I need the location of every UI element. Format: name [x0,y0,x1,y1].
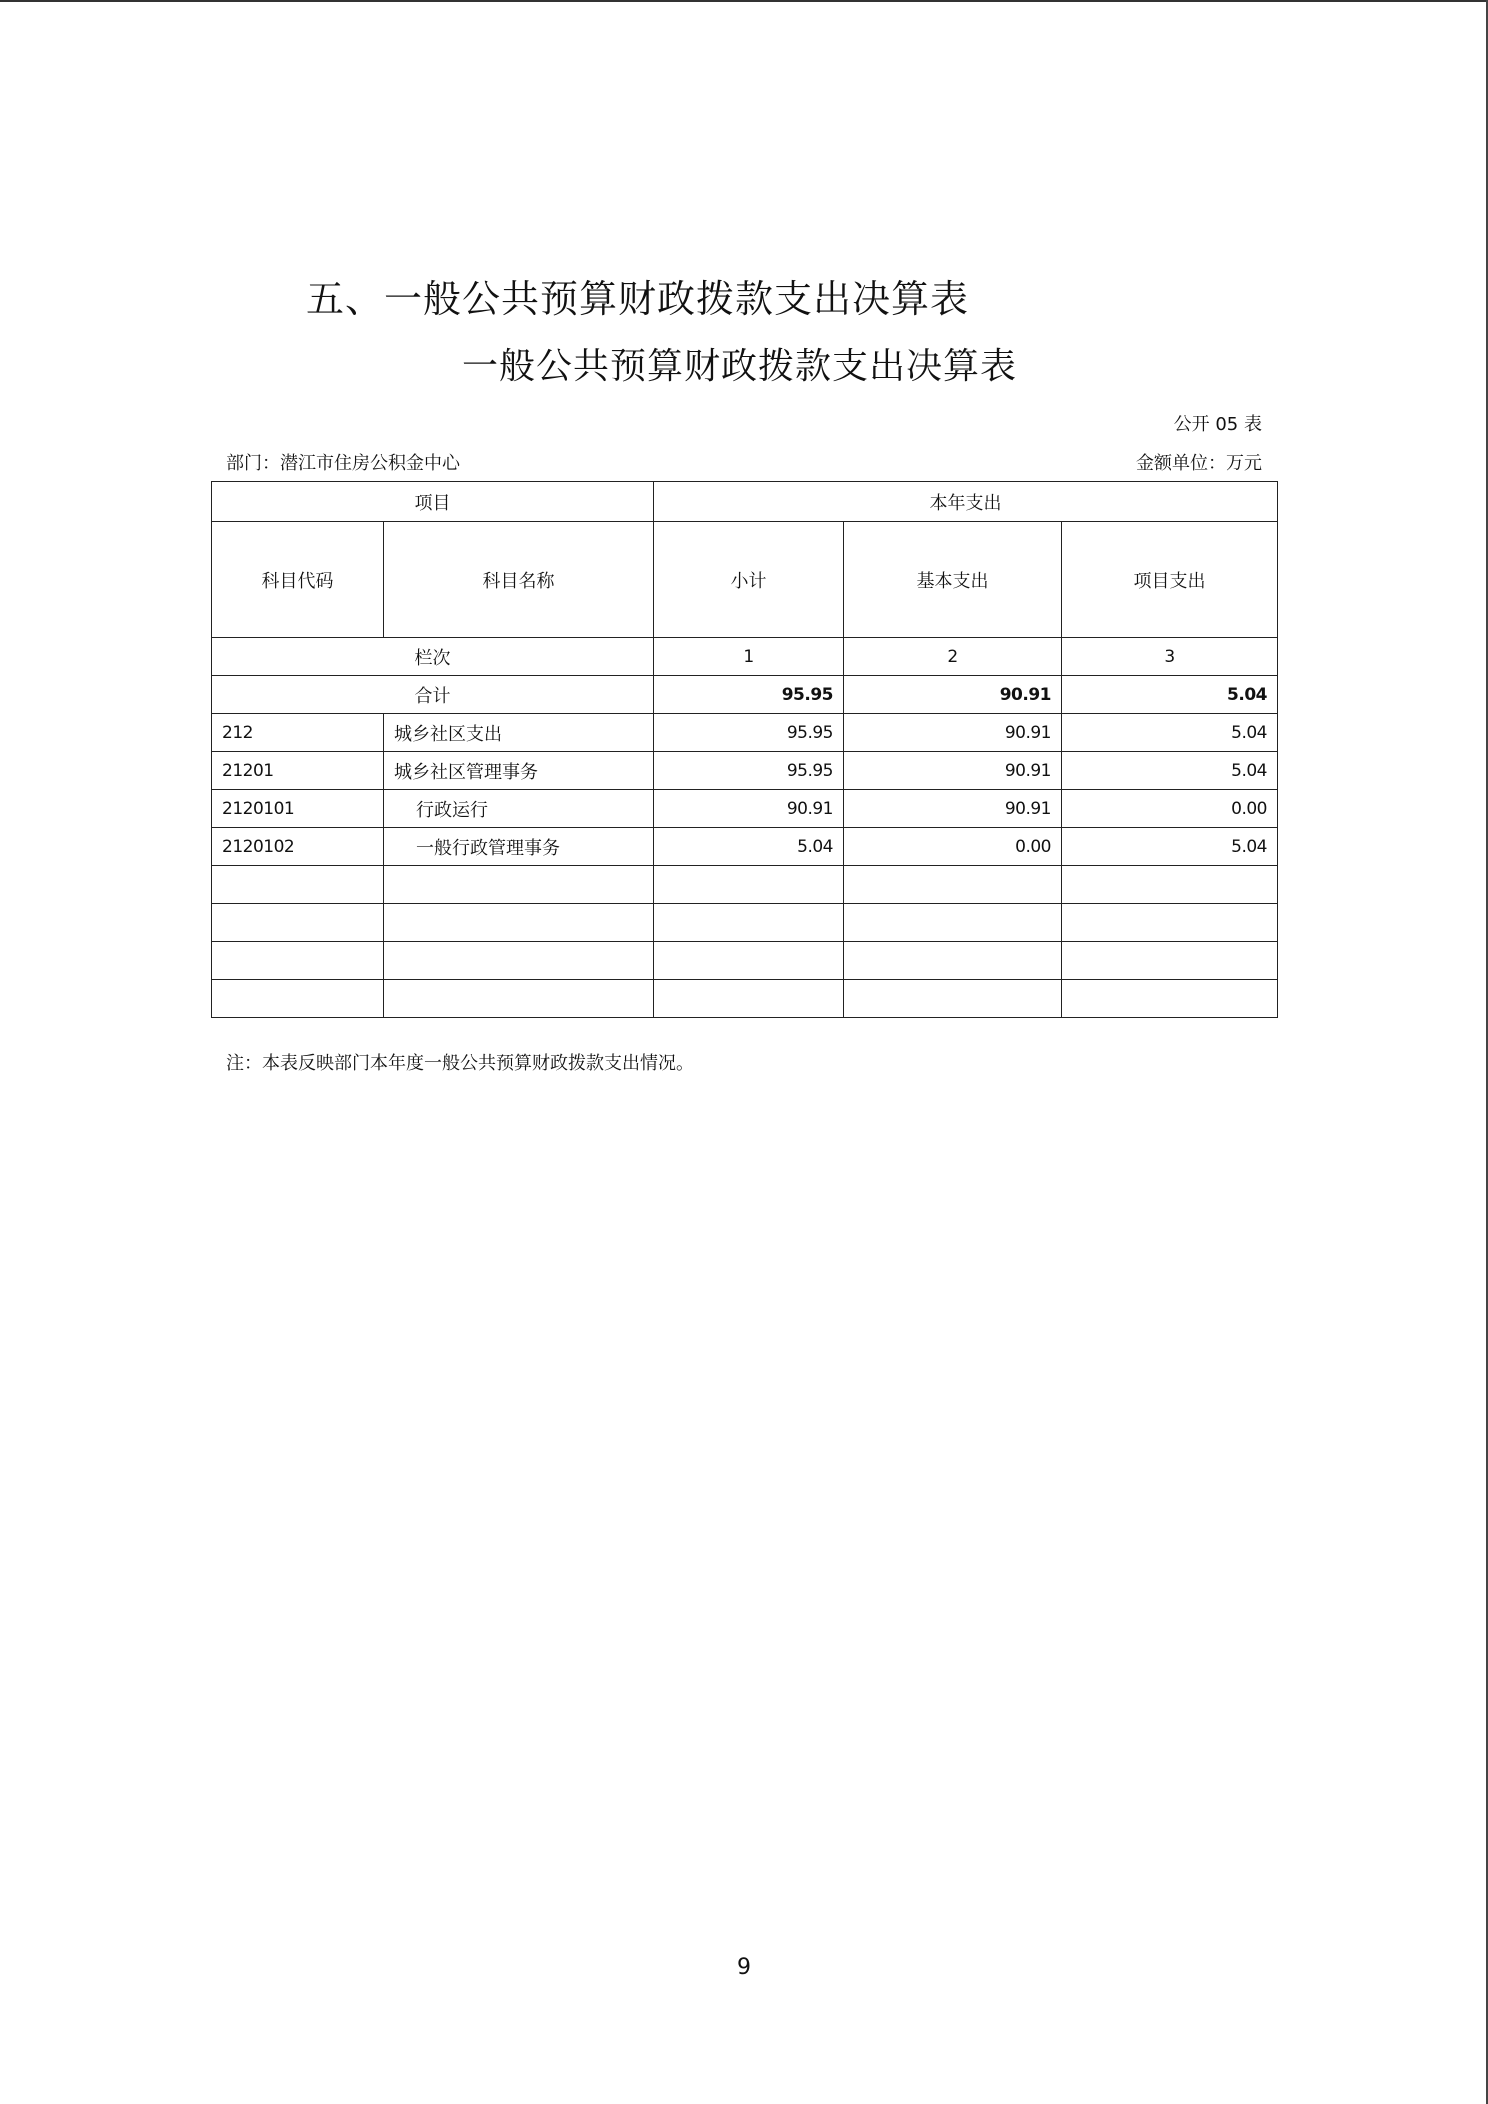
section-heading: 五、一般公共预算财政拨款支出决算表 [306,277,970,321]
table-row [212,828,1278,866]
empty-cell [212,942,384,980]
row-project: 5.04 [1062,714,1278,752]
row-name: 一般行政管理事务 [384,828,654,866]
department-label: 部门：潜江市住房公积金中心 [226,453,460,474]
table-note: 注：本表反映部门本年度一般公共预算财政拨款支出情况。 [226,1053,694,1074]
empty-cell [212,904,384,942]
row-name: 城乡社区支出 [384,714,654,752]
empty-cell [1062,866,1278,904]
header-basic: 基本支出 [844,522,1062,638]
empty-row [212,942,1278,980]
row-subtotal: 95.95 [654,752,844,790]
column-number-2: 2 [844,638,1062,676]
row-basic: 90.91 [844,752,1062,790]
empty-cell [384,980,654,1018]
empty-cell [844,980,1062,1018]
header-name: 科目名称 [384,522,654,638]
empty-row [212,904,1278,942]
row-project: 0.00 [1062,790,1278,828]
column-number-3: 3 [1062,638,1278,676]
row-basic: 0.00 [844,828,1062,866]
row-code: 212 [212,714,384,752]
empty-row [212,980,1278,1018]
empty-cell [654,980,844,1018]
total-row [212,676,1278,714]
empty-cell [1062,904,1278,942]
row-code: 2120102 [212,828,384,866]
header-project: 项目 [212,482,654,522]
empty-cell [384,942,654,980]
empty-cell [654,904,844,942]
empty-cell [212,866,384,904]
row-name: 行政运行 [384,790,654,828]
header-row-top [212,482,1278,522]
form-number-suffix: 表 [1244,414,1262,435]
total-project: 5.04 [1062,676,1278,714]
form-number-value: 05 [1215,414,1239,435]
expenditure-table [211,481,1278,1018]
table-title: 一般公共预算财政拨款支出决算表 [462,346,1018,387]
table-row [212,752,1278,790]
column-number-1: 1 [654,638,844,676]
total-label: 合计 [212,676,654,714]
empty-cell [384,866,654,904]
column-number-row [212,638,1278,676]
row-project: 5.04 [1062,828,1278,866]
row-name: 城乡社区管理事务 [384,752,654,790]
header-subtotal: 小计 [654,522,844,638]
header-code: 科目代码 [212,522,384,638]
empty-cell [844,942,1062,980]
form-number [1174,410,1262,436]
table-row [212,714,1278,752]
row-basic: 90.91 [844,714,1062,752]
total-subtotal: 95.95 [654,676,844,714]
empty-cell [384,904,654,942]
row-project: 5.04 [1062,752,1278,790]
table-row [212,790,1278,828]
row-code: 2120101 [212,790,384,828]
amount-unit-label: 金额单位：万元 [1136,453,1262,474]
top-border-line [0,0,1488,2]
empty-cell [212,980,384,1018]
total-basic: 90.91 [844,676,1062,714]
page-number: 9 [737,1955,751,1980]
empty-cell [654,866,844,904]
empty-row [212,866,1278,904]
row-subtotal: 5.04 [654,828,844,866]
column-number-label: 栏次 [212,638,654,676]
empty-cell [1062,980,1278,1018]
header-row-columns [212,522,1278,638]
row-code: 21201 [212,752,384,790]
row-subtotal: 95.95 [654,714,844,752]
empty-cell [844,904,1062,942]
form-number-prefix: 公开 [1173,414,1210,435]
empty-cell [1062,942,1278,980]
header-current-year: 本年支出 [654,482,1278,522]
header-project-expense: 项目支出 [1062,522,1278,638]
row-subtotal: 90.91 [654,790,844,828]
empty-cell [844,866,1062,904]
row-basic: 90.91 [844,790,1062,828]
empty-cell [654,942,844,980]
